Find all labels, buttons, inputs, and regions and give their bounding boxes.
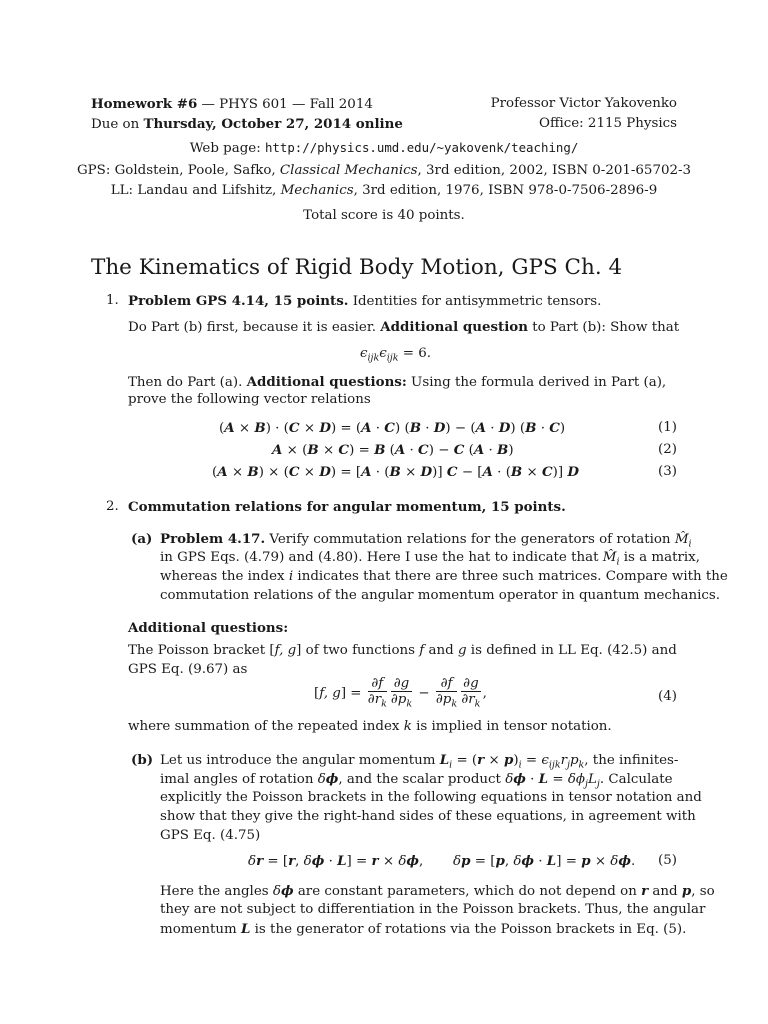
section-title: The Kinematics of Rigid Body Motion, GPS Ch. 4: [91, 255, 623, 280]
webpage-line: [0, 140, 768, 158]
p1-line2b: Additional question: [380, 319, 528, 335]
part-a-line2: in GPS Eqs. (4.79) and (4.80). Here I use the hat to indicate that $M̂_i$ is a matrix,: [160, 550, 700, 568]
part-a-label: (a): [131, 531, 153, 547]
ll-ref-title: Mechanics: [280, 183, 354, 198]
poisson-t4: is defined in LL Eq. (42.5) and: [466, 643, 677, 658]
part-b-t2: imal angles of rotation: [160, 772, 318, 787]
equation-5-tag: (5): [658, 853, 677, 868]
p1-line3a: Then do Part (a).: [128, 375, 247, 390]
course-info: — PHYS 601 — Fall 2014: [197, 97, 373, 112]
problem1-line2: [128, 318, 679, 337]
webpage-label: Web page:: [189, 141, 265, 156]
problem2-title: Commutation relations for angular momentum, 15 points.: [128, 499, 566, 515]
equation-3: (A × B) × (C × D) = [A · (B × D)] C − [A · (B × C)] D: [212, 464, 579, 480]
additional-questions-title: Additional questions:: [128, 620, 289, 636]
ll-ref-rest: , 3rd edition, 1976, ISBN 978-0-7506-2896-9: [353, 183, 658, 198]
closing-t1c: and: [648, 884, 682, 899]
closing-line1: Here the angles δϕ are constant parameters, which do not depend on r and p, so: [160, 883, 715, 899]
closing-t1a: Here the angles: [160, 884, 273, 899]
equation-1-tag: (1): [658, 420, 677, 435]
part-a-title: Problem 4.17.: [160, 531, 266, 547]
part-b-line5: GPS Eq. (4.75): [160, 828, 261, 843]
part-a-text1: Verify commutation relations for the generators of rotation: [265, 532, 675, 547]
ll-ref-prefix: LL: Landau and Lifshitz,: [110, 183, 281, 198]
gps-ref-title: Classical Mechanics: [279, 163, 418, 178]
closing-t1b: are constant parameters, which do not depend on: [293, 884, 642, 899]
webpage-url[interactable]: http://physics.umd.edu/~yakovenk/teaching/: [264, 140, 579, 155]
equation-2-tag: (2): [658, 442, 677, 457]
equation-4-tag: (4): [658, 689, 677, 704]
problem1-title: Problem GPS 4.14, 15 points.: [128, 293, 349, 309]
homework-number: Homework #6: [91, 96, 198, 112]
total-score: Total score is 40 points.: [303, 208, 465, 223]
gps-ref-rest: , 3rd edition, 2002, ISBN 0-201-65702-3: [417, 163, 692, 178]
course-line: [91, 95, 373, 114]
ll-reference: [0, 182, 768, 200]
part-b-t2c: . Calculate: [599, 772, 673, 787]
summation-t2: is implied in tensor notation.: [411, 719, 612, 734]
poisson-line1: The Poisson bracket [f, g] of two functions f and g is defined in LL Eq. (42.5) and: [128, 643, 677, 658]
problem1-number: 1.: [106, 293, 119, 308]
professor-name: Professor Victor Yakovenko: [490, 96, 677, 111]
part-b-t2b: , and the scalar product: [338, 772, 506, 787]
p1-line2a: Do Part (b) first, because it is easier.: [128, 320, 381, 335]
due-label: Due on: [91, 117, 144, 132]
part-b-t1: Let us introduce the angular momentum: [160, 753, 440, 768]
closing-t1d: , so: [691, 884, 715, 899]
p1-line3c: Using the formula derived in Part (a),: [406, 375, 667, 390]
part-a-line4: commutation relations of the angular momentum operator in quantum mechanics.: [160, 588, 721, 603]
part-b-line3: explicitly the Poisson brackets in the following equations in tensor notation and: [160, 790, 702, 805]
problem1-title-rest: Identities for antisymmetric tensors.: [348, 294, 602, 309]
due-line: [91, 115, 403, 134]
summation-t1: where summation of the repeated index: [128, 719, 404, 734]
part-a-text2: in GPS Eqs. (4.79) and (4.80). Here I use the hat to indicate that: [160, 550, 603, 565]
epsilon-identity: $\epsilon_{ijk}\epsilon_{ijk} = 6$.: [360, 346, 432, 364]
problem1-heading: [128, 292, 601, 311]
problem1-line4: prove the following vector relations: [128, 392, 371, 407]
closing-t3a: momentum: [160, 922, 241, 937]
due-date: Thursday, October 27, 2014 online: [143, 116, 403, 132]
equation-4: [f, g] = $\frac{\partial f}{\partial r_k}$ $\frac{\partial g}{\partial p_k}$ − $\frac{\partial f}{\partial p_k}$ $\frac{\partial g}{\partial r_k}$ ,: [314, 676, 487, 711]
part-b-line2: imal angles of rotation δϕ, and the scalar product $\delta\phi \cdot L = \delta\phi_jL_j$. Calculate: [160, 771, 673, 790]
poisson-t1: The Poisson bracket [: [128, 643, 275, 658]
problem1-line3: [128, 373, 666, 392]
equation-5: δr = [r, δϕ · L] = r × δϕ, δp = [p, δϕ · L] = p × δϕ.: [248, 853, 636, 869]
part-a-line3: whereas the index i indicates that there are three such matrices. Compare with the: [160, 569, 728, 584]
closing-line2: they are not subject to differentiation in the Poisson brackets. Thus, the angular: [160, 902, 706, 917]
gps-reference: [0, 162, 768, 180]
part-b-line4: show that they give the right-hand sides of these equations, in agreement with: [160, 809, 696, 824]
equation-3-tag: (3): [658, 464, 677, 479]
poisson-t3: and: [424, 643, 458, 658]
poisson-line2: GPS Eq. (9.67) as: [128, 662, 248, 677]
part-b-label: (b): [131, 752, 154, 768]
part-b-line1: Let us introduce the angular momentum $L_i = (r \times p)_i = \epsilon_{ijk}r_jp_k$, the infinites-: [160, 752, 679, 771]
closing-t3b: is the generator of rotations via the Poisson brackets in Eq. (5).: [250, 922, 687, 937]
part-a-text4: whereas the index: [160, 569, 289, 584]
gps-ref-prefix: GPS: Goldstein, Poole, Safko,: [76, 163, 280, 178]
problem2-number: 2.: [106, 499, 119, 514]
summation-line: where summation of the repeated index k is implied in tensor notation.: [128, 719, 612, 734]
part-a-text5: indicates that there are three such matrices. Compare with the: [293, 569, 728, 584]
closing-line3: momentum L is the generator of rotations via the Poisson brackets in Eq. (5).: [160, 921, 687, 937]
part-b-t1b: , the infinites-: [584, 753, 679, 768]
poisson-t2: ] of two functions: [296, 643, 420, 658]
office-info: Office: 2115 Physics: [538, 116, 677, 131]
part-a-line1: Problem 4.17. Verify commutation relations for the generators of rotation $M̂_i$: [160, 531, 692, 550]
p1-line2c: to Part (b): Show that: [527, 320, 680, 335]
part-a-text3: is a matrix,: [619, 550, 700, 565]
equation-1: (A × B) · (C × D) = (A · C) (B · D) − (A · D) (B · C): [219, 420, 566, 436]
equation-2: A × (B × C) = B (A · C) − C (A · B): [272, 442, 514, 458]
p1-line3b: Additional questions:: [246, 374, 407, 390]
